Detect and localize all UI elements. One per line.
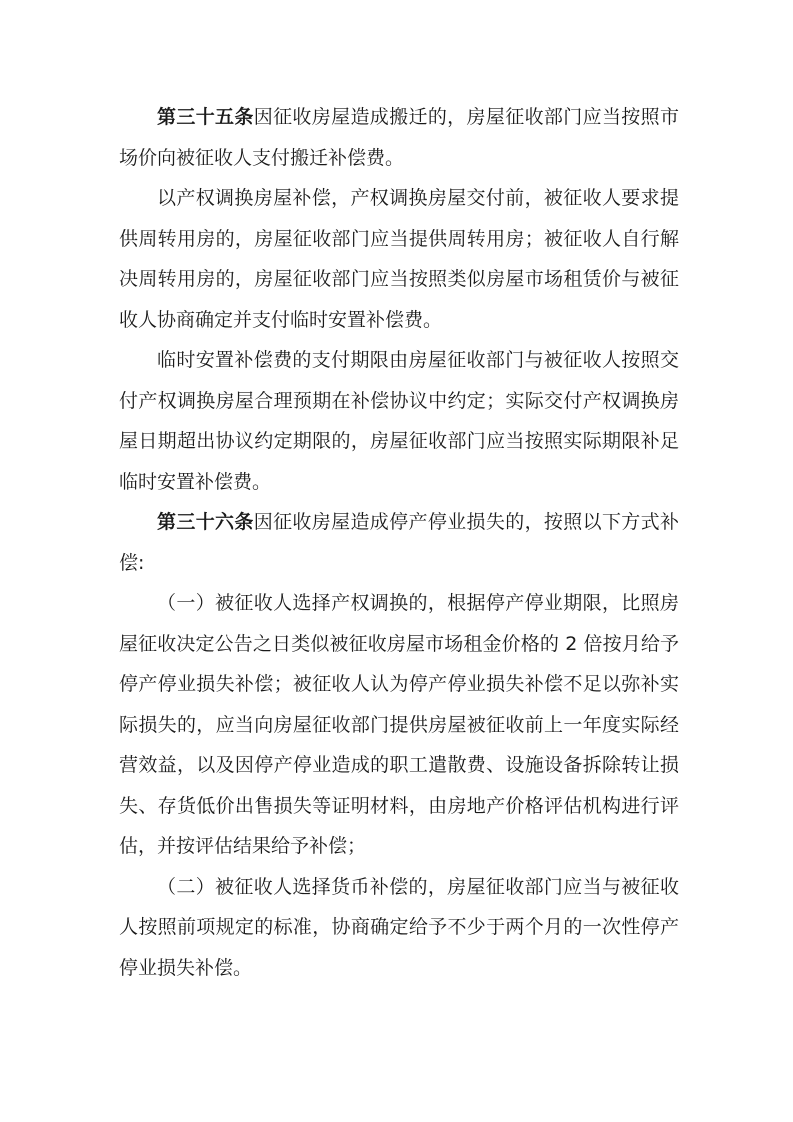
article-label: 第三十六条	[157, 511, 254, 533]
paragraph-item-2	[119, 867, 679, 989]
paragraph-item-1	[119, 583, 679, 867]
paragraph-article-36	[119, 502, 679, 583]
paragraph-text: 以产权调换房屋补偿，产权调换房屋交付前，被征收人要求提供周转用房的，房屋征收部门应当提供周转用房；被征收人自行解决周转用房的，房屋征收部门应当按照类似房屋市场租赁价与被征收人协商确定并支付临时安置补偿费。	[119, 187, 679, 331]
paragraph-payment-period	[119, 340, 679, 502]
paragraph-text: 因征收房屋造成搬迁的，房屋征收部门应当按照市场价向被征收人支付搬迁补偿费。	[119, 106, 679, 169]
paragraph-text: 临时安置补偿费的支付期限由房屋征收部门与被征收人按照交付产权调换房屋合理预期在补偿协议中约定；实际交付产权调换房屋日期超出协议约定期限的，房屋征收部门应当按照实际期限补足临时安置补偿费。	[119, 349, 679, 493]
paragraph-turnover-housing	[119, 178, 679, 340]
paragraph-text: （二）被征收人选择货币补偿的，房屋征收部门应当与被征收人按照前项规定的标准，协商确定给予不少于两个月的一次性停产停业损失补偿。	[119, 875, 679, 979]
paragraph-article-35	[119, 97, 679, 178]
document-body	[119, 97, 679, 988]
article-label: 第三十五条	[157, 106, 254, 128]
paragraph-text: 因征收房屋造成停产停业损失的，按照以下方式补偿:	[119, 511, 679, 574]
paragraph-text: （一）被征收人选择产权调换的，根据停产停业期限，比照房屋征收决定公告之日类似被征收房屋市场租金价格的 2 倍按月给予停产停业损失补偿；被征收人认为停产停业损失补偿不足以弥补实际损失的，应当向房屋征收部门提供房屋被征收前上一年度实际经营效益，以及因停产停业造成的职工遣散费、设施设备拆除转让损失、存货低价出售损失等证明材料，由房地产价格评估机构进行评估，并按评估结果给予补偿；	[119, 592, 679, 857]
